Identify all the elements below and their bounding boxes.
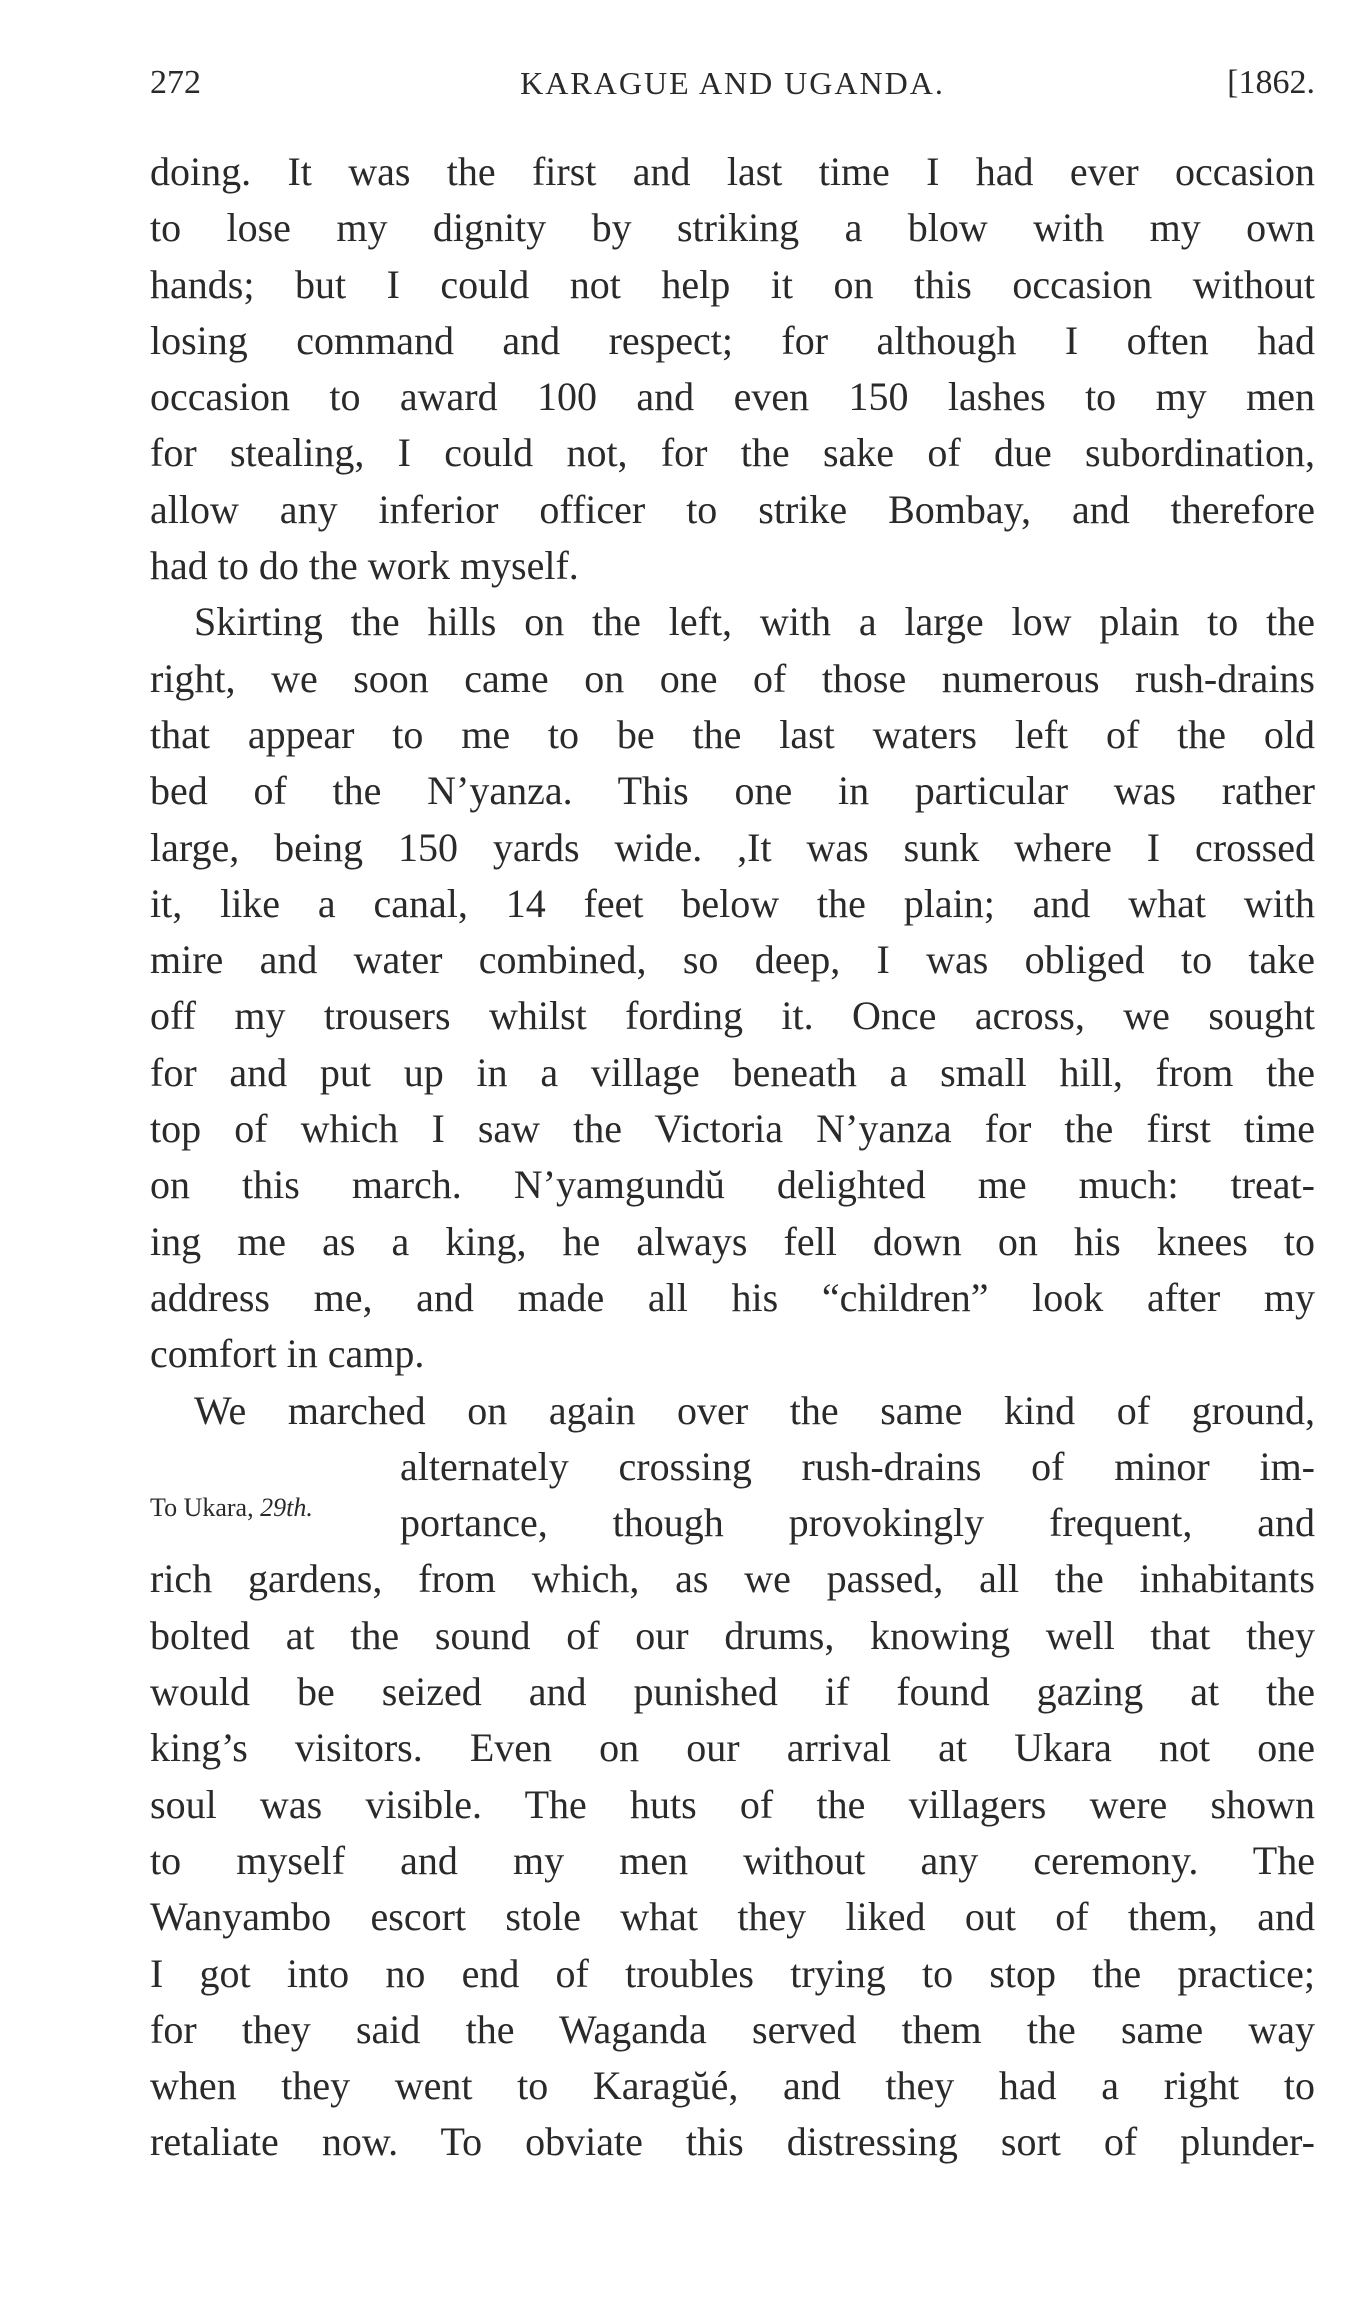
text-line: would be seized and punished if found gazing at the — [150, 1669, 1315, 1715]
text-line: Skirting the hills on the left, with a large low plain to the — [194, 599, 1315, 645]
text-line: alternately crossing rush-drains of minor im- — [400, 1443, 1315, 1489]
text-line: rich gardens, from which, as we passed, all the inhabitants — [150, 1556, 1315, 1602]
text-line: portance, though provokingly frequent, and — [400, 1500, 1315, 1546]
text-line: to myself and my men without any ceremony. The — [150, 1837, 1315, 1883]
text-line: Wanyambo escort stole what they liked out of them, and — [150, 1894, 1315, 1940]
text-line: bolted at the sound of our drums, knowing well that they — [150, 1612, 1315, 1658]
page-number: 272 — [150, 64, 201, 101]
text-line: for stealing, I could not, for the sake of due subordination, — [150, 430, 1315, 476]
text-line: I got into no end of troubles trying to stop the practice; — [150, 1950, 1315, 1996]
text-line: for they said the Waganda served them the same way — [150, 2006, 1315, 2052]
text-line: address me, and made all his “children” look after my — [150, 1274, 1315, 1320]
text-line: to lose my dignity by striking a blow with my own — [150, 205, 1315, 251]
text-line: hands; but I could not help it on this occasion without — [150, 261, 1315, 307]
text-line: had to do the work myself. — [150, 543, 579, 589]
text-line: for and put up in a village beneath a small hill, from the — [150, 1049, 1315, 1095]
margin-note-place: To Ukara, — [150, 1493, 254, 1522]
text-line: when they went to Karagŭé, and they had a right to — [150, 2063, 1315, 2109]
text-line: bed of the N’yanza. This one in particular was rather — [150, 768, 1315, 814]
text-line: top of which I saw the Victoria N’yanza for the first time — [150, 1106, 1315, 1152]
text-line: king’s visitors. Even on our arrival at Ukara not one — [150, 1725, 1315, 1771]
text-line: on this march. N’yamgundŭ delighted me much: treat- — [150, 1162, 1315, 1208]
body-text — [150, 144, 1315, 2171]
text-line: that appear to me to be the last waters left of the old — [150, 711, 1315, 757]
running-year: [1862. — [1227, 64, 1315, 101]
text-line: retaliate now. To obviate this distressing sort of plunder- — [150, 2119, 1315, 2165]
text-line: off my trousers whilst fording it. Once across, we sought — [150, 993, 1315, 1039]
running-title: KARAGUE AND UGANDA. — [520, 65, 945, 101]
margin-note-date: 29th. — [260, 1493, 313, 1522]
text-line: ing me as a king, he always fell down on his knees to — [150, 1218, 1315, 1264]
running-head — [150, 58, 1315, 108]
text-line: allow any inferior officer to strike Bombay, and therefore — [150, 486, 1315, 532]
text-line: it, like a canal, 14 feet below the plain; and what with — [150, 880, 1315, 926]
text-line: right, we soon came on one of those numerous rush-drains — [150, 655, 1315, 701]
text-line: mire and water combined, so deep, I was obliged to take — [150, 937, 1315, 983]
text-line: soul was visible. The huts of the villagers were shown — [150, 1781, 1315, 1827]
text-line: occasion to award 100 and even 150 lashes to my men — [150, 374, 1315, 420]
text-line: large, being 150 yards wide. ,It was sunk where I crossed — [150, 824, 1315, 870]
text-line: losing command and respect; for although I often had — [150, 317, 1315, 363]
text-line: We marched on again over the same kind of ground, — [194, 1387, 1315, 1433]
text-line: doing. It was the first and last time I had ever occasion — [150, 149, 1315, 194]
text-line: comfort in camp. — [150, 1331, 425, 1377]
